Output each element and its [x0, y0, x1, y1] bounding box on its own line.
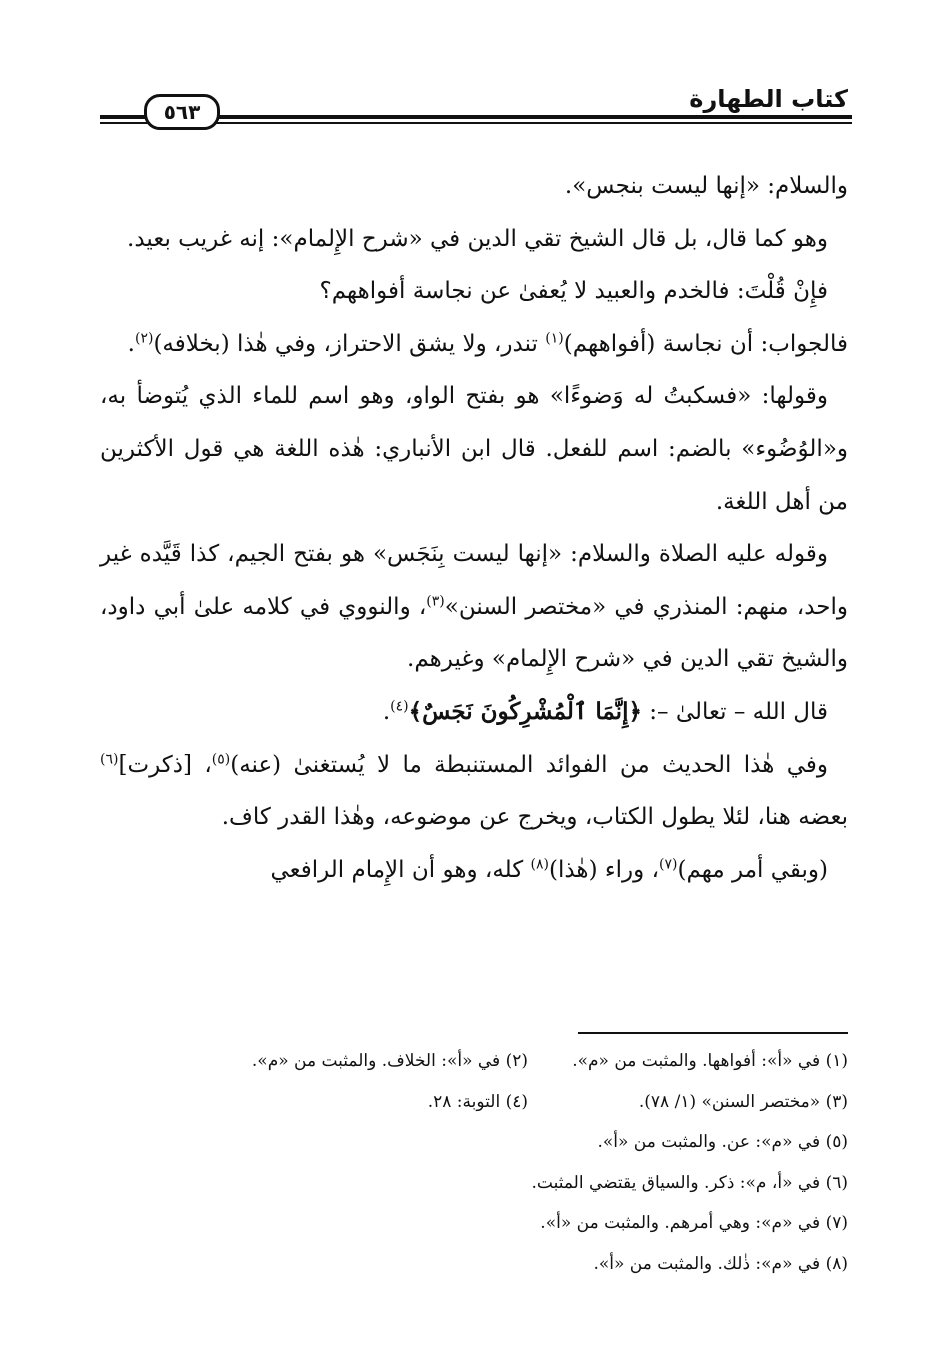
page-header — [100, 82, 852, 132]
paragraph-5: وقولها: «فسكبتُ له وَضوءًا» هو بفتح الواو، وهو اسم للماء الذي يُتوضأ به، و«الوُضُوء» بالضم: اسم للفعل. قال ابن الأنباري: هٰذه اللغة هي قول الأكثرين من أهل اللغة. — [100, 383, 848, 515]
running-title: كتاب الطهارة — [689, 85, 848, 113]
footnote-ref-6: (٦) — [100, 750, 119, 767]
footnote-1: (١) في «أ»: أفواهها. والمثبت من «م». — [572, 1051, 848, 1071]
footnote-2: (٢) في «أ»: الخلاف. والمثبت من «م». — [251, 1051, 528, 1071]
paragraph-1: والسلام: «إنها ليست بنجس». — [564, 173, 848, 199]
text-run: بعضه هنا، لئلا يطول الكتاب، ويخرج عن موضوعه، وهٰذا القدر كاف. — [221, 804, 848, 831]
footnotes — [100, 1041, 848, 1284]
text-run: فالجواب: أن نجاسة (أفواههم) — [563, 330, 848, 357]
footnote-ref-2: (٢) — [134, 330, 154, 347]
text-run: وقوله عليه الصلاة والسلام: «إنها ليست بِنَجَس» هو بفتح الجيم، كذا قَيَّده غير واحد، منهم: المنذري في «مختصر السنن» — [100, 541, 848, 620]
footnote-4: (٤) التوبة: ٢٨. — [427, 1091, 528, 1112]
text-run: وفي هٰذا الحديث من الفوائد المستنبطة ما لا يُستغنىٰ (عنه) — [230, 751, 828, 778]
paragraph-4 — [100, 318, 848, 371]
footnote-7: (٧) في «م»: وهي أمرهم. والمثبت من «أ». — [540, 1213, 848, 1233]
paragraph-2: وهو كما قال، بل قال الشيخ تقي الدين في «شرح الإِلمام»: إنه غريب بعيد. — [127, 225, 828, 252]
text-run: تندر، ولا يشق الاحتراز، وفي هٰذا (بخلافه) — [153, 330, 546, 357]
footnote-ref-5: (٥) — [211, 750, 231, 767]
paragraph-7 — [100, 686, 848, 739]
footnote-ref-3: (٣) — [426, 593, 445, 610]
footnote-row — [100, 1163, 848, 1204]
paragraph-6 — [100, 528, 848, 686]
footnote-ref-8: (٨) — [530, 856, 549, 873]
paragraph-9 — [100, 844, 848, 897]
footnote-ref-7: (٧) — [659, 856, 678, 873]
text-run: (وبقي أمر مهم) — [677, 856, 828, 883]
footnote-ref-1: (١) — [545, 330, 564, 347]
text-run: . — [127, 330, 135, 357]
footnote-row — [100, 1082, 848, 1123]
footnote-8: (٨) في «م»: ذٰلك. والمثبت من «أ». — [593, 1253, 848, 1274]
text-run: ، وراء (هٰذا) — [549, 856, 660, 883]
text-run: ، والنووي في كلامه علىٰ أبي داود، والشيخ تقي الدين في «شرح الإِلمام» وغيرهم. — [100, 593, 848, 673]
footnote-6: (٦) في «أ، م»: ذكر. والسياق يقتضي المثبت. — [531, 1172, 848, 1193]
footnote-separator — [578, 1032, 848, 1034]
text-run: ، [ذكرت] — [118, 751, 212, 778]
footnote-3: (٣) «مختصر السنن» (١/ ٧٨). — [638, 1091, 848, 1112]
paragraph-8 — [100, 739, 848, 844]
footnote-row — [100, 1203, 848, 1244]
text-run: كله، وهو أن الإِمام الرافعي — [270, 856, 531, 883]
footnote-row — [100, 1122, 848, 1163]
text-run: قال الله – تعالىٰ –: — [641, 698, 828, 725]
footnote-row — [100, 1041, 848, 1082]
paragraph-3: فإِنْ قُلْتَ: فالخدم والعبيد لا يُعفىٰ عن نجاسة أفواههم؟ — [319, 278, 828, 305]
main-text — [100, 160, 848, 896]
text-run: . — [382, 698, 391, 725]
quran-verse: ﴿إِنَّمَا ٱلْمُشْرِكُونَ نَجَسٌ﴾ — [408, 697, 642, 725]
footnote-5: (٥) في «م»: عن. والمثبت من «أ». — [597, 1132, 848, 1152]
footnote-row — [100, 1244, 848, 1285]
footnote-ref-4: (٤) — [390, 698, 409, 715]
page-number: ٥٦٣ — [144, 94, 220, 130]
